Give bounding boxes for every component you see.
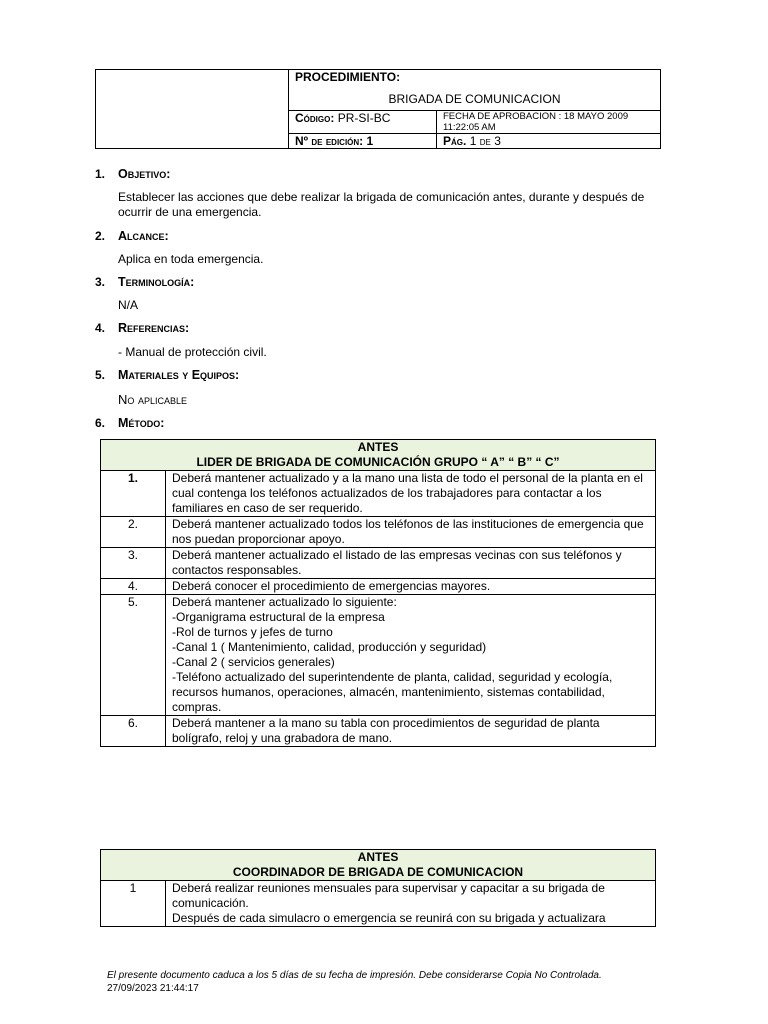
table-row: [101, 471, 656, 517]
row-text: Deberá mantener actualizado y a la mano una lista de todo el personal de la planta en el cual contenga los teléfonos actualizados de los trabajadores para contactar a los familiares en caso de ser requerido.: [166, 471, 656, 517]
section-alcance: [95, 229, 169, 243]
row-text: Deberá conocer el procedimiento de emergencias mayores.: [166, 579, 656, 595]
page-of: de: [479, 134, 491, 148]
section-title: Alcance:: [118, 229, 169, 243]
document-header: [95, 69, 661, 149]
row-text: Deberá mantener actualizado todos los teléfonos de las instituciones de emergencia que nos puedan proporcionar apoyo.: [166, 517, 656, 548]
table-row: [101, 716, 656, 747]
code-value: PR-SI-BC: [337, 111, 391, 125]
table-row: [101, 595, 656, 716]
section-title: Objetivo:: [118, 167, 171, 181]
table-band: [101, 440, 656, 471]
row-number: 1.: [101, 471, 166, 517]
section-terminologia: [95, 275, 194, 289]
table-row: [101, 517, 656, 548]
code-cell: [289, 111, 437, 134]
method-table-coordinador: [100, 849, 656, 927]
section-objetivo: [95, 167, 170, 181]
section-title: Terminología:: [118, 275, 195, 289]
band-phase: ANTES: [357, 850, 399, 864]
section-metodo: [95, 416, 164, 430]
approval-date: FECHA DE APROBACION : 18 MAYO 2009 11:22:05 AM: [437, 111, 661, 134]
table-band: [101, 850, 656, 881]
logo-area: [96, 70, 289, 149]
objetivo-text: Establecer las acciones que debe realizar la brigada de comunicación antes, durante y después de ocurrir de una emergencia.: [118, 190, 645, 219]
edition-label: Nº de edición:: [295, 134, 364, 148]
band-phase: ANTES: [357, 440, 399, 454]
page-total: 3: [494, 134, 501, 148]
section-title: Referencias:: [118, 321, 190, 335]
row-text: Deberá realizar reuniones mensuales para supervisar y capacitar a su brigada de comunicación. Después de cada simulacro o emergencia se reunirá con su brigada y actualizara: [166, 881, 656, 927]
footer-print-date: 27/09/2023 21:44:17: [107, 983, 199, 994]
edition-value: 1: [366, 134, 374, 148]
section-title: Materiales y Equipos:: [118, 368, 240, 382]
row-text: Deberá mantener a la mano su tabla con procedimientos de seguridad de planta bolígrafo, reloj y una grabadora de mano.: [166, 716, 656, 747]
section-number: 1.: [95, 167, 106, 181]
section-title: Método:: [118, 416, 165, 430]
band-role: COORDINADOR DE BRIGADA DE COMUNICACION: [232, 865, 524, 879]
row-number: 6.: [101, 716, 166, 747]
terminologia-text: N/A: [118, 298, 139, 312]
page-value: 1: [469, 134, 477, 148]
section-referencias: [95, 321, 189, 335]
row-number: 4.: [101, 579, 166, 595]
row-text: Deberá mantener actualizado lo siguiente: -Organigrama estructural de la empresa -Rol de turnos y jefes de turno -Canal 1 ( Mantenimiento, calidad, producción y seguridad) -Canal 2 ( servicios generales) -Teléfono actualizado del superintendente de planta, calidad, seguridad y ecología, recursos humanos, operaciones, almacén, mantenimiento, sistemas contabilidad, compras.: [166, 595, 656, 716]
code-label: Código:: [295, 111, 335, 125]
alcance-text: Aplica en toda emergencia.: [118, 252, 264, 266]
method-table-lider: [100, 439, 656, 747]
band-role: LIDER DE BRIGADA DE COMUNICACIÓN GRUPO “ A” “ B” “ C”: [196, 455, 560, 469]
referencias-text: - Manual de protección civil.: [118, 345, 267, 359]
section-number: 5.: [95, 368, 106, 382]
table-row: [101, 579, 656, 595]
row-number: 2.: [101, 517, 166, 548]
procedure-label: PROCEDIMIENTO:: [289, 70, 661, 89]
section-number: 4.: [95, 321, 106, 335]
row-text: Deberá mantener actualizado el listado de las empresas vecinas con sus teléfonos y contactos responsables.: [166, 548, 656, 579]
table-row: [101, 881, 656, 927]
page-footer: [107, 969, 667, 995]
materiales-text: No aplicable: [118, 392, 188, 407]
row-number: 5.: [101, 595, 166, 716]
page-label: Pág.: [443, 134, 467, 148]
page-cell: [437, 134, 661, 149]
row-number: 1: [101, 881, 166, 927]
section-number: 6.: [95, 416, 106, 430]
row-number: 3.: [101, 548, 166, 579]
section-materiales: [95, 368, 239, 382]
edition-cell: [289, 134, 437, 149]
section-number: 3.: [95, 275, 106, 289]
section-number: 2.: [95, 229, 106, 243]
procedure-title: BRIGADA DE COMUNICACION: [289, 88, 661, 111]
footer-notice: El presente documento caduca a los 5 días de su fecha de impresión. Debe considerarse Copia No Controlada.: [107, 970, 602, 981]
table-row: [101, 548, 656, 579]
